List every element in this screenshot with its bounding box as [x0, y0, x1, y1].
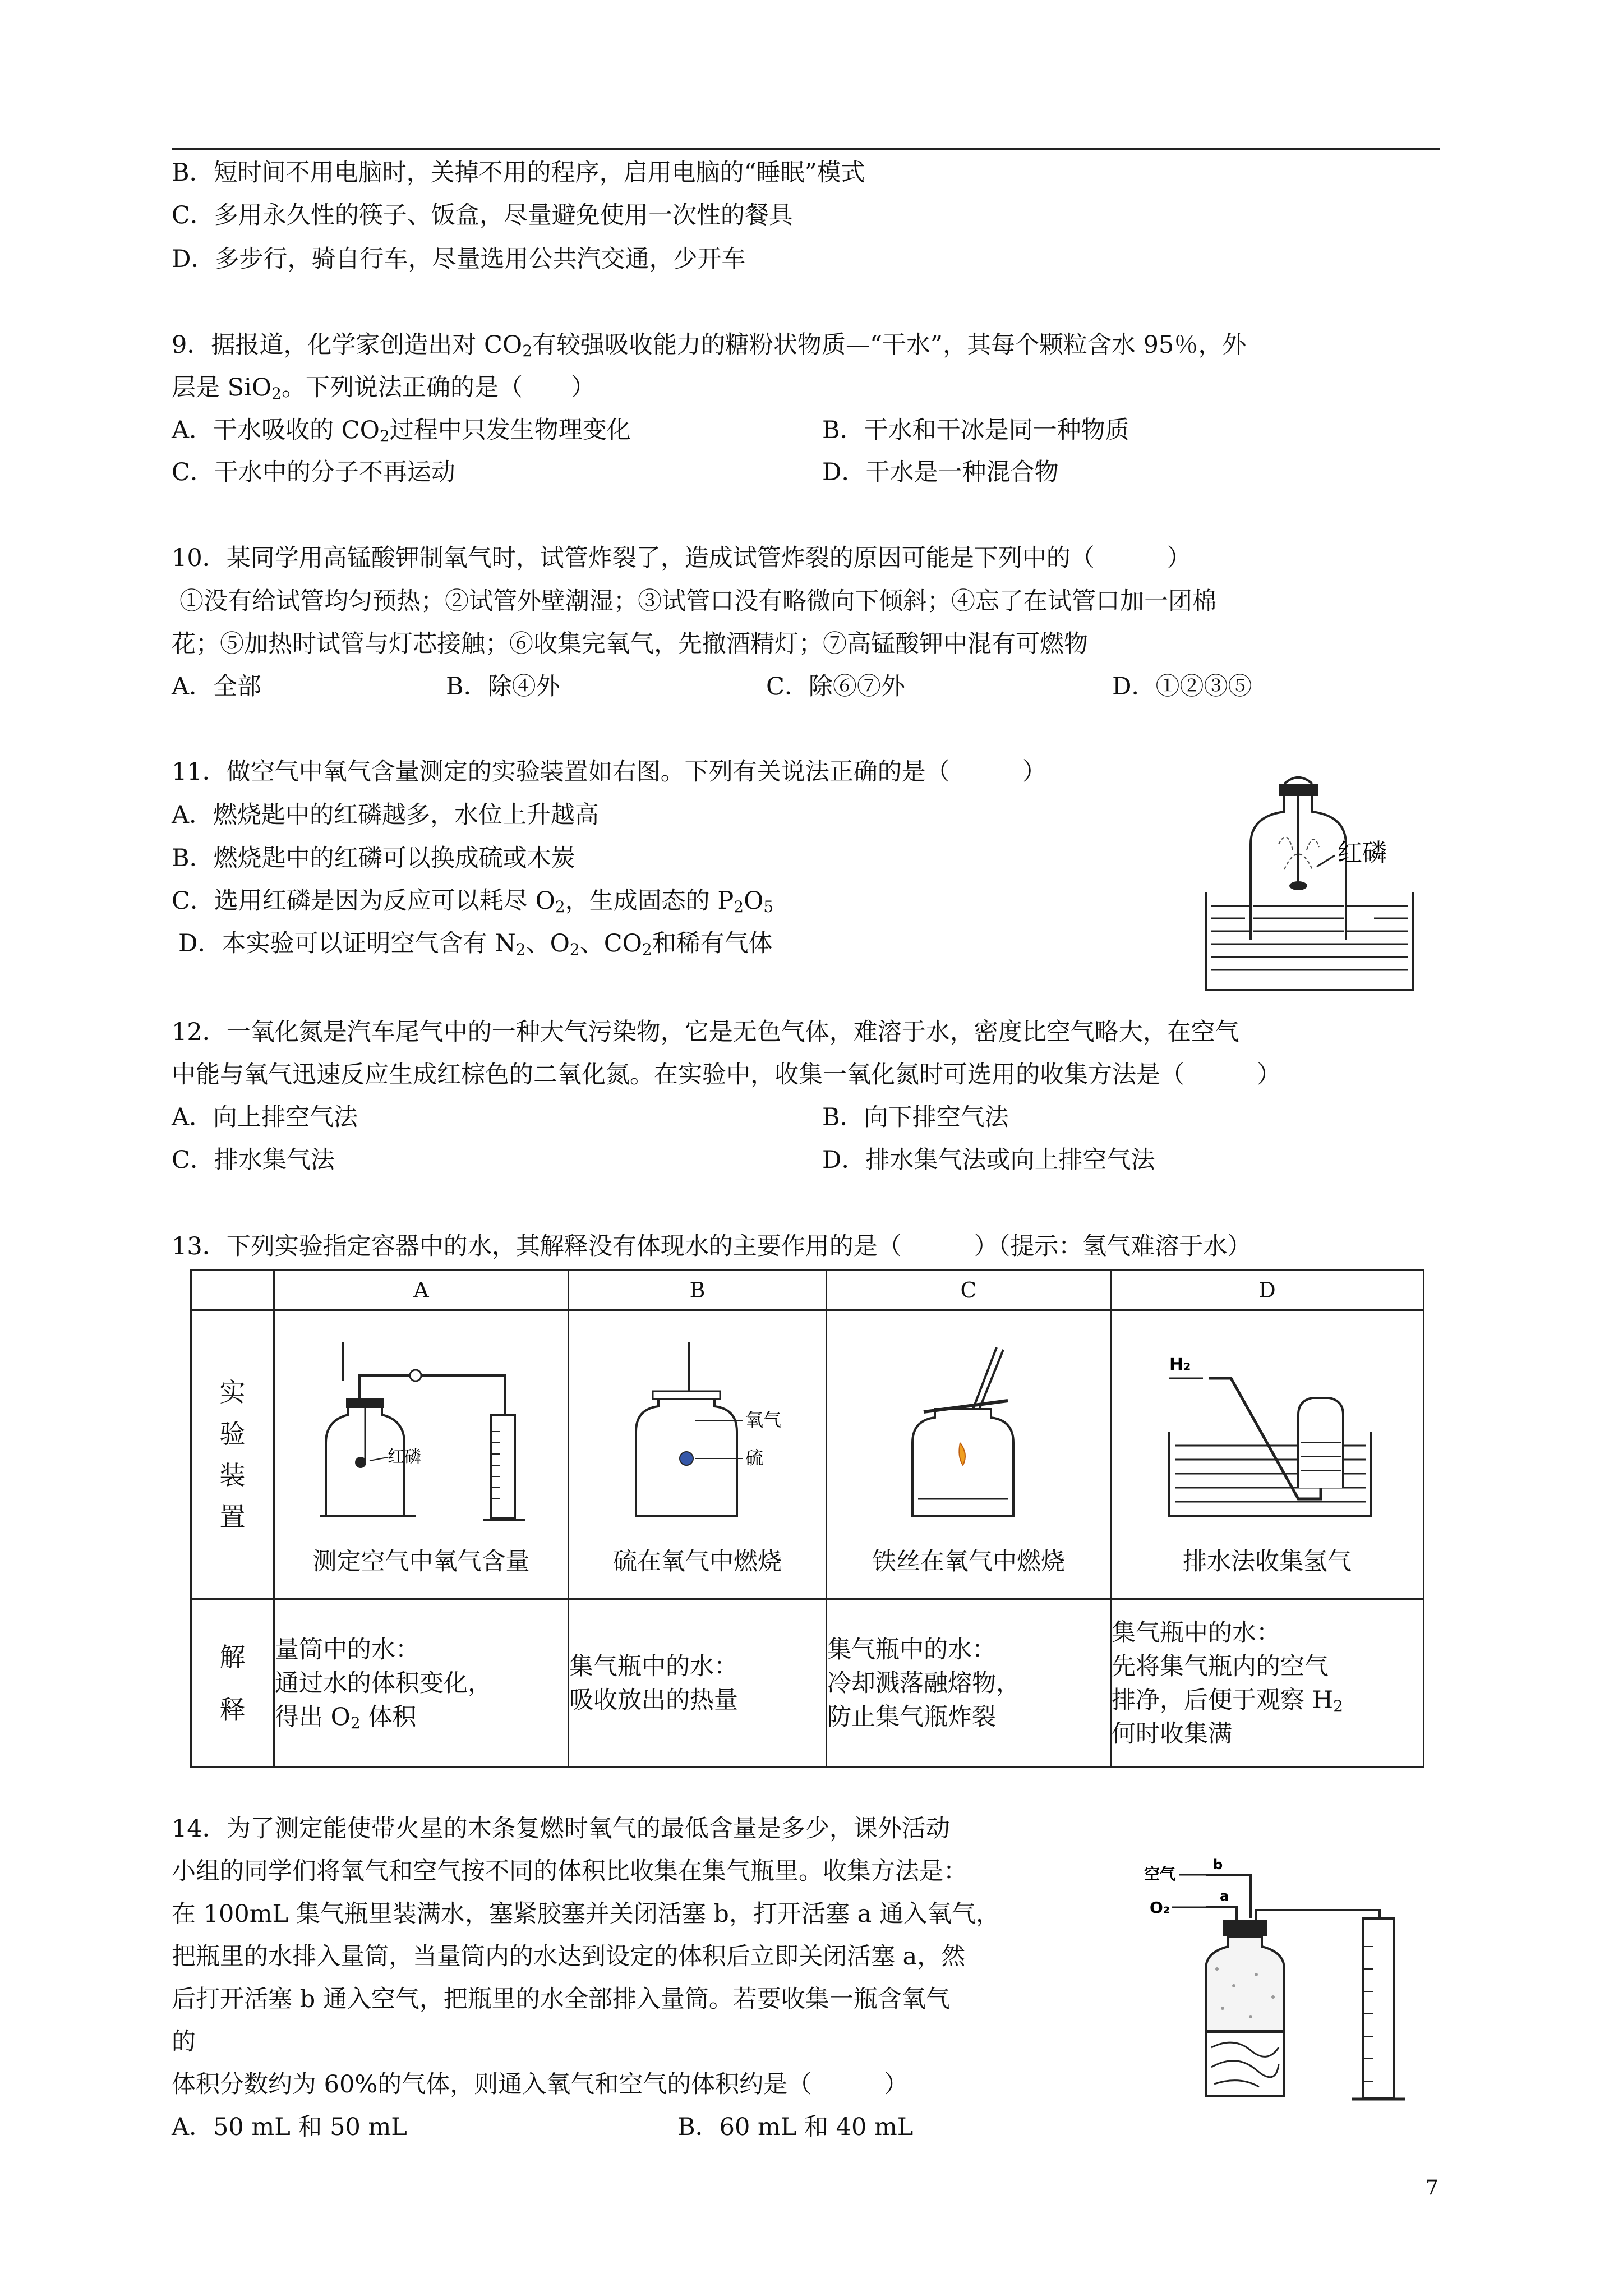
row-head-char: 装 — [219, 1460, 246, 1490]
explanation-line: 集气瓶中的水： — [569, 1652, 738, 1681]
q14-apparatus-figure — [1138, 1857, 1424, 2109]
q9-stem-line1: 9．据报道，化学家创造出对 $CO_2$有较强吸收能力的糖粉状物质—“干水”，其每个颗粒含水 95％，外 — [172, 331, 1247, 360]
q10-stem: 10．某同学用高锰酸钾制氧气时，试管炸裂了，造成试管炸裂的原因可能是下列中的（ ） — [172, 544, 1191, 572]
q9-option-d: D．干水是一种混合物 — [822, 458, 1059, 486]
q14-valve-b-label: b — [1213, 1857, 1223, 1872]
q13-row-head-apparatus — [191, 1310, 274, 1599]
q13-b-sulfur-label: 硫 — [745, 1447, 763, 1469]
q13-col-header: B — [569, 1271, 827, 1310]
q12-option-c: C．排水集气法 — [172, 1146, 335, 1174]
q14-line5: 后打开活塞 b 通入空气，把瓶里的水全部排入量筒。若要收集一瓶含氧气 — [172, 1985, 950, 2013]
q11-option-a: A．燃烧匙中的红磷越多，水位上升越高 — [172, 801, 600, 829]
q14-option-a: A．50 mL 和 50 mL — [172, 2113, 407, 2141]
q10-line3: 花；⑤加热时试管与灯芯接触；⑥收集完氧气，先撤酒精灯；⑦高锰酸钾中混有可燃物 — [172, 630, 1088, 658]
explanation-line: 量筒中的水： — [275, 1635, 419, 1664]
row-head-char: 实 — [219, 1377, 246, 1407]
q13-explanation-row — [191, 1599, 1424, 1768]
q9-option-a: A．干水吸收的 $CO_2$过程中只发生物理变化 — [172, 416, 631, 445]
q10-option-b: B．除④外 — [446, 673, 560, 701]
q11-red-phosphorus-label: 红磷 — [1338, 839, 1387, 867]
q14-option-b: B．60 mL 和 40 mL — [677, 2113, 914, 2141]
explanation-line: 先将集气瓶内的空气 — [1112, 1652, 1329, 1681]
q13-d-figure — [1136, 1331, 1399, 1533]
q13-cell-a — [274, 1310, 569, 1599]
q11-option-d: D．本实验可以证明空气含有 $N_2$、$O_2$、$CO_2$和稀有气体 — [178, 930, 773, 959]
q13-cell-b — [569, 1310, 827, 1599]
q12-line2: 中能与氧气迅速反应生成红棕色的二氧化氮。在实验中，收集一氧化氮时可选用的收集方法是（ ） — [172, 1061, 1281, 1089]
explanation-line: 集气瓶中的水： — [1112, 1618, 1280, 1647]
row-head-char: 验 — [219, 1419, 246, 1449]
explanation-line: 排净，后便于观察 $H_2$ — [1112, 1686, 1343, 1715]
row-head-char: 释 — [219, 1694, 246, 1725]
q13-col-header: C — [827, 1271, 1111, 1310]
q13-cell-d — [1111, 1310, 1424, 1599]
q13-header-row — [191, 1271, 1424, 1310]
q11-stem: 11．做空气中氧气含量测定的实验装置如右图。下列有关说法正确的是（ ） — [172, 758, 1046, 786]
explanation-line: 通过水的体积变化， — [275, 1669, 492, 1697]
q13-apparatus-row — [191, 1310, 1424, 1599]
q13-row-head-explanation — [191, 1599, 274, 1768]
q13-d-h2-label: H₂ — [1169, 1355, 1191, 1374]
q11-option-b: B．燃烧匙中的红磷可以换成硫或木炭 — [172, 844, 575, 872]
q9-option-c: C．干水中的分子不再运动 — [172, 458, 455, 486]
q14-valve-a-label: a — [1220, 1888, 1229, 1904]
q13-a-redp-label: 红磷 — [388, 1447, 421, 1467]
q14-line2: 小组的同学们将氧气和空气按不同的体积比收集在集气瓶里。收集方法是： — [172, 1857, 967, 1885]
q11-option-c: C．选用红磷是因为反应可以耗尽 $O_2$，生成固态的 $P_2O_5$ — [172, 887, 774, 916]
q9-stem-line2: 层是 SiO$_2$。下列说法正确的是（ ） — [172, 374, 595, 403]
q13-explanation-d — [1111, 1599, 1424, 1768]
row-head-char: 置 — [219, 1502, 246, 1532]
page-number: 7 — [1426, 2177, 1438, 2200]
q13-col-header: A — [274, 1271, 569, 1310]
row-head-char: 解 — [219, 1641, 246, 1672]
q13-explanation-b — [569, 1599, 827, 1768]
q12-option-b: B．向下排空气法 — [822, 1103, 1009, 1131]
header-rule — [172, 148, 1440, 150]
q13-corner-cell — [191, 1271, 274, 1310]
q13-caption-d: 排水法收集氢气 — [1183, 1548, 1352, 1576]
q14-line1: 14．为了测定能使带火星的木条复燃时氧气的最低含量是多少，课外活动 — [172, 1815, 950, 1843]
q11-apparatus-figure — [1195, 771, 1424, 996]
explanation-line: 防止集气瓶炸裂 — [827, 1703, 996, 1731]
q13-c-figure — [856, 1331, 1081, 1533]
explanation-line: 吸收放出的热量 — [569, 1686, 738, 1714]
q10-option-a: A．全部 — [172, 673, 262, 701]
q10-option-c: C．除⑥⑦外 — [766, 673, 905, 701]
q13-caption-b: 硫在氧气中燃烧 — [613, 1548, 782, 1576]
q13-cell-c — [827, 1310, 1111, 1599]
q10-line2: ①没有给试管均匀预热；②试管外壁潮湿；③试管口没有略微向下倾斜；④忘了在试管口加一团棉 — [179, 587, 1216, 615]
q14-line7: 体积分数约为 60%的气体，则通入氧气和空气的体积约是（ ） — [172, 2070, 909, 2099]
q14-line4: 把瓶里的水排入量筒，当量筒内的水达到设定的体积后立即关闭活塞 a，然 — [172, 1943, 966, 1971]
q14-line6: 的 — [172, 2028, 196, 2056]
q13-caption-c: 铁丝在氧气中燃烧 — [872, 1548, 1065, 1576]
q14-line3: 在 100mL 集气瓶里装满水，塞紧胶塞并关闭活塞 b，打开活塞 a 通入氧气， — [172, 1900, 1000, 1928]
prev-option-d: D．多步行，骑自行车，尽量选用公共汽交通，少开车 — [172, 245, 746, 273]
prev-option-b: B．短时间不用电脑时，关掉不用的程序，启用电脑的“睡眠”模式 — [172, 159, 865, 187]
q13-explanation-a — [274, 1599, 569, 1768]
q12-line1: 12．一氧化氮是汽车尾气中的一种大气污染物，它是无色气体，难溶于水，密度比空气略大，在空气 — [172, 1018, 1239, 1046]
q12-option-a: A．向上排空气法 — [172, 1103, 358, 1131]
q13-caption-a: 测定空气中氧气含量 — [312, 1548, 530, 1576]
q13-b-oxygen-label: 氧气 — [745, 1409, 781, 1430]
q13-b-figure — [597, 1331, 799, 1533]
q13-stem: 13．下列实验指定容器中的水，其解释没有体现水的主要作用的是（ ）（提示：氢气难溶于水） — [172, 1232, 1252, 1260]
explanation-line: 冷却溅落融熔物， — [827, 1669, 1020, 1697]
explanation-line: 何时收集满 — [1112, 1719, 1232, 1748]
q13-table — [190, 1269, 1424, 1768]
q14-air-label: 空气 — [1144, 1865, 1176, 1883]
explanation-line: 集气瓶中的水： — [827, 1635, 996, 1664]
q13-a-figure — [303, 1331, 539, 1533]
prev-option-c: C．多用永久性的筷子、饭盒，尽量避免使用一次性的餐具 — [172, 201, 793, 229]
q10-option-d: D．①②③⑤ — [1112, 673, 1252, 701]
q14-o2-label: O₂ — [1150, 1898, 1170, 1917]
explanation-line: 得出 $O_2$ 体积 — [275, 1703, 417, 1732]
q9-option-b: B．干水和干冰是同一种物质 — [822, 416, 1129, 444]
q13-explanation-c — [827, 1599, 1111, 1768]
q12-option-d: D．排水集气法或向上排空气法 — [822, 1146, 1155, 1174]
q13-col-header: D — [1111, 1271, 1424, 1310]
